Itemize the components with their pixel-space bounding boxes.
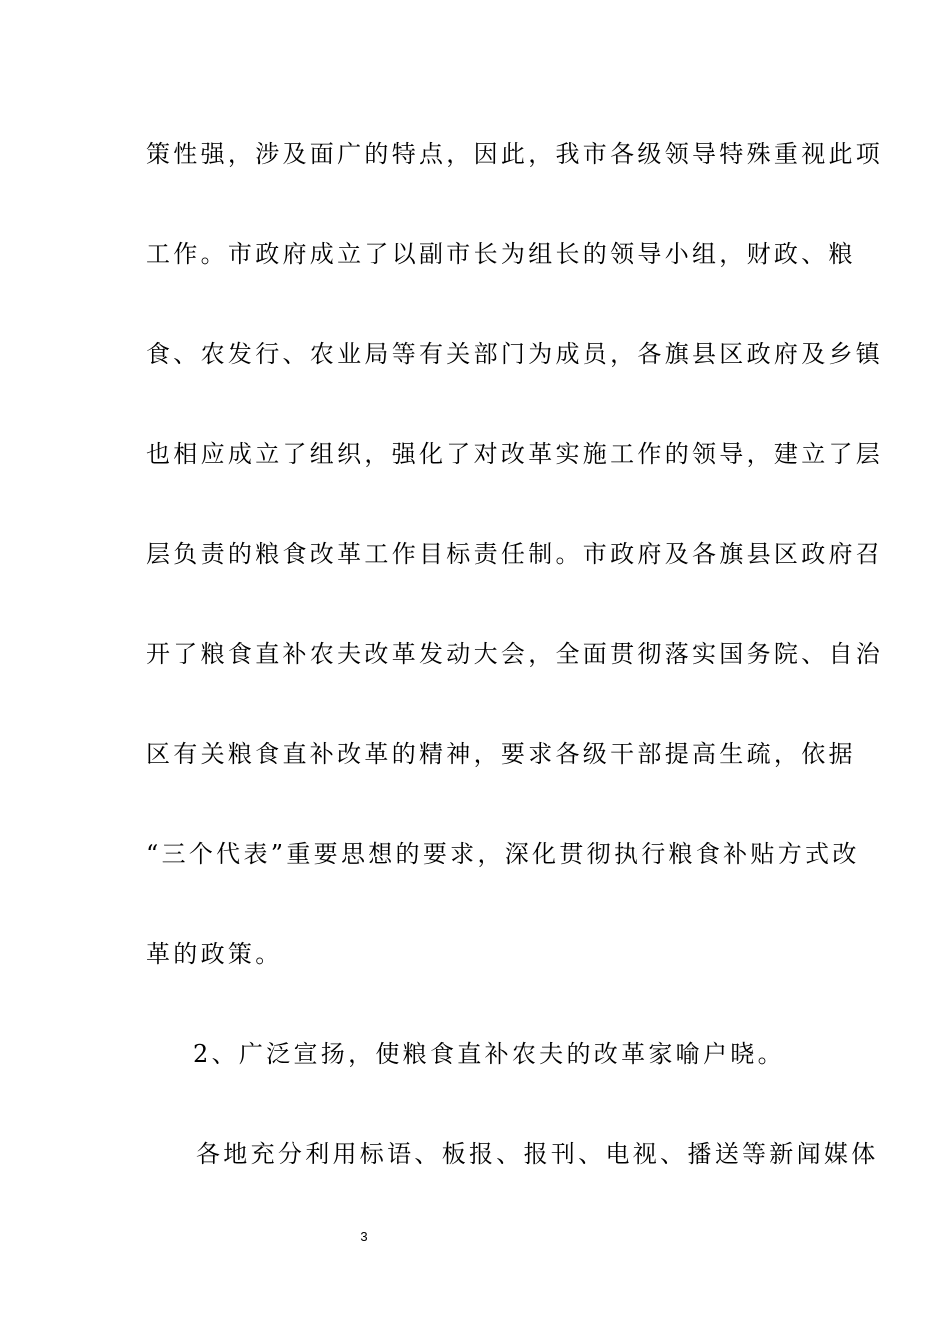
page-number: 3	[360, 1229, 368, 1244]
body-text-line: 层负责的粮食改革工作目标责任制。市政府及各旗县区政府召	[146, 540, 884, 568]
body-text-line: 工作。市政府成立了以副市长为组长的领导小组，财政、粮	[146, 240, 856, 268]
body-text-line: “三个代表”重要思想的要求，深化贯彻执行粮食补贴方式改	[146, 840, 860, 868]
body-text-line: 策性强，涉及面广的特点，因此，我市各级领导特殊重视此项	[146, 140, 884, 168]
section-heading: 2、广泛宣扬，使粮食直补农夫的改革家喻户晓。	[193, 1040, 785, 1068]
body-text-line: 革的政策。	[146, 940, 283, 968]
body-text-line: 食、农发行、农业局等有关部门为成员，各旗县区政府及乡镇	[146, 340, 884, 368]
body-text-line: 开了粮食直补农夫改革发动大会，全面贯彻落实国务院、自治	[146, 640, 884, 668]
body-text-line: 也相应成立了组织，强化了对改革实施工作的领导，建立了层	[146, 440, 884, 468]
body-text-line: 区有关粮食直补改革的精神，要求各级干部提高生疏，依据	[146, 740, 856, 768]
body-text-line: 各地充分利用标语、板报、报刊、电视、播送等新闻媒体	[196, 1140, 879, 1168]
